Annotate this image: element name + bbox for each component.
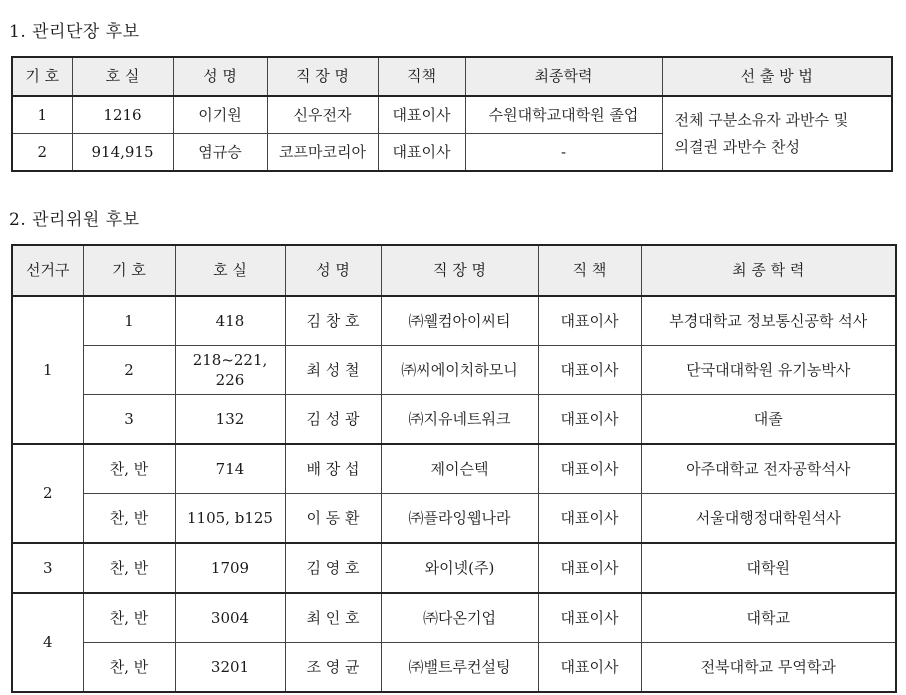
candidate-company: ㈜다온기업	[381, 593, 538, 643]
header-room: 호 실	[175, 245, 285, 296]
candidate-room: 418	[175, 296, 285, 346]
candidate-education: 대학교	[641, 593, 896, 643]
section1-title: 1. 관리단장 후보	[9, 22, 140, 42]
candidate-number: 찬, 반	[83, 543, 175, 593]
candidate-position: 대표이사	[538, 444, 641, 494]
table-row	[12, 643, 896, 693]
candidate-position: 대표이사	[538, 494, 641, 544]
candidate-room: 914,915	[72, 134, 173, 172]
candidate-room: 132	[175, 395, 285, 445]
candidate-company: 신우전자	[267, 96, 378, 134]
candidate-company: ㈜지유네트워크	[381, 395, 538, 445]
table-row	[12, 444, 896, 494]
candidate-education: 수원대학교대학원 졸업	[465, 96, 662, 134]
candidate-position: 대표이사	[538, 395, 641, 445]
header-name: 성 명	[173, 57, 267, 96]
table-row	[12, 593, 896, 643]
header-company: 직 장 명	[267, 57, 378, 96]
header-name: 성 명	[285, 245, 381, 296]
candidate-number: 찬, 반	[83, 643, 175, 693]
table-header-row	[12, 245, 896, 296]
committee-candidates-table	[11, 244, 897, 693]
table-row	[12, 494, 896, 544]
header-number: 기 호	[12, 57, 72, 96]
candidate-name: 조 영 균	[285, 643, 381, 693]
candidate-company: 와이넷(주)	[381, 543, 538, 593]
candidate-name: 염규승	[173, 134, 267, 172]
election-method-line-2: 의결권 과반수 찬성	[674, 137, 800, 156]
candidate-name: 김 성 광	[285, 395, 381, 445]
candidate-education: 단국대대학원 유기농박사	[641, 346, 896, 395]
candidate-name: 김 창 호	[285, 296, 381, 346]
candidate-company: 코프마코리아	[267, 134, 378, 172]
candidate-room: 3201	[175, 643, 285, 693]
header-company: 직 장 명	[381, 245, 538, 296]
table-header-row	[12, 57, 892, 96]
candidate-position: 대표이사	[538, 593, 641, 643]
header-position: 직 책	[538, 245, 641, 296]
table-row	[12, 543, 896, 593]
candidate-education: 대학원	[641, 543, 896, 593]
candidate-education: 아주대학교 전자공학석사	[641, 444, 896, 494]
district-number: 1	[12, 296, 83, 444]
candidate-name: 배 장 섭	[285, 444, 381, 494]
header-election-method: 선 출 방 법	[662, 57, 892, 96]
header-district: 선거구	[12, 245, 83, 296]
candidate-room: 1216	[72, 96, 173, 134]
candidate-room: 1709	[175, 543, 285, 593]
candidate-number: 2	[83, 346, 175, 395]
candidate-education: 대졸	[641, 395, 896, 445]
chairman-candidates-table	[11, 56, 893, 172]
election-method	[662, 96, 892, 171]
candidate-company: ㈜밸트루컨설팅	[381, 643, 538, 693]
header-room: 호 실	[72, 57, 173, 96]
candidate-position: 대표이사	[378, 96, 465, 134]
candidate-name: 최 성 철	[285, 346, 381, 395]
candidate-name: 최 인 호	[285, 593, 381, 643]
table-row	[12, 96, 892, 134]
candidate-education: 부경대학교 정보통신공학 석사	[641, 296, 896, 346]
candidate-education: 전북대학교 무역학과	[641, 643, 896, 693]
table-row	[12, 346, 896, 395]
candidate-number: 찬, 반	[83, 444, 175, 494]
candidate-education: -	[465, 134, 662, 172]
candidate-number: 찬, 반	[83, 593, 175, 643]
candidate-number: 찬, 반	[83, 494, 175, 544]
candidate-number: 3	[83, 395, 175, 445]
district-number: 3	[12, 543, 83, 593]
candidate-position: 대표이사	[378, 134, 465, 172]
table-row	[12, 296, 896, 346]
header-position: 직책	[378, 57, 465, 96]
district-number: 4	[12, 593, 83, 692]
section2-title: 2. 관리위원 후보	[9, 210, 140, 230]
candidate-room: 1105, b125	[175, 494, 285, 544]
candidate-company: 제이슨텍	[381, 444, 538, 494]
candidate-education: 서울대행정대학원석사	[641, 494, 896, 544]
candidate-name: 이 동 환	[285, 494, 381, 544]
candidate-name: 이기원	[173, 96, 267, 134]
candidate-room: 218~221, 226	[175, 346, 285, 395]
candidate-number: 1	[83, 296, 175, 346]
candidate-number: 2	[12, 134, 72, 172]
candidate-room: 714	[175, 444, 285, 494]
candidate-room: 3004	[175, 593, 285, 643]
district-number: 2	[12, 444, 83, 543]
candidate-company: ㈜플라잉웹나라	[381, 494, 538, 544]
header-number: 기 호	[83, 245, 175, 296]
candidate-position: 대표이사	[538, 346, 641, 395]
candidate-company: ㈜웰컴아이씨티	[381, 296, 538, 346]
candidate-position: 대표이사	[538, 296, 641, 346]
header-education: 최 종 학 력	[641, 245, 896, 296]
candidate-company: ㈜씨에이치하모니	[381, 346, 538, 395]
header-education: 최종학력	[465, 57, 662, 96]
candidate-position: 대표이사	[538, 543, 641, 593]
candidate-position: 대표이사	[538, 643, 641, 693]
candidate-number: 1	[12, 96, 72, 134]
candidate-name: 김 영 호	[285, 543, 381, 593]
table-row	[12, 395, 896, 445]
election-method-line-1: 전체 구분소유자 과반수 및	[674, 111, 849, 130]
